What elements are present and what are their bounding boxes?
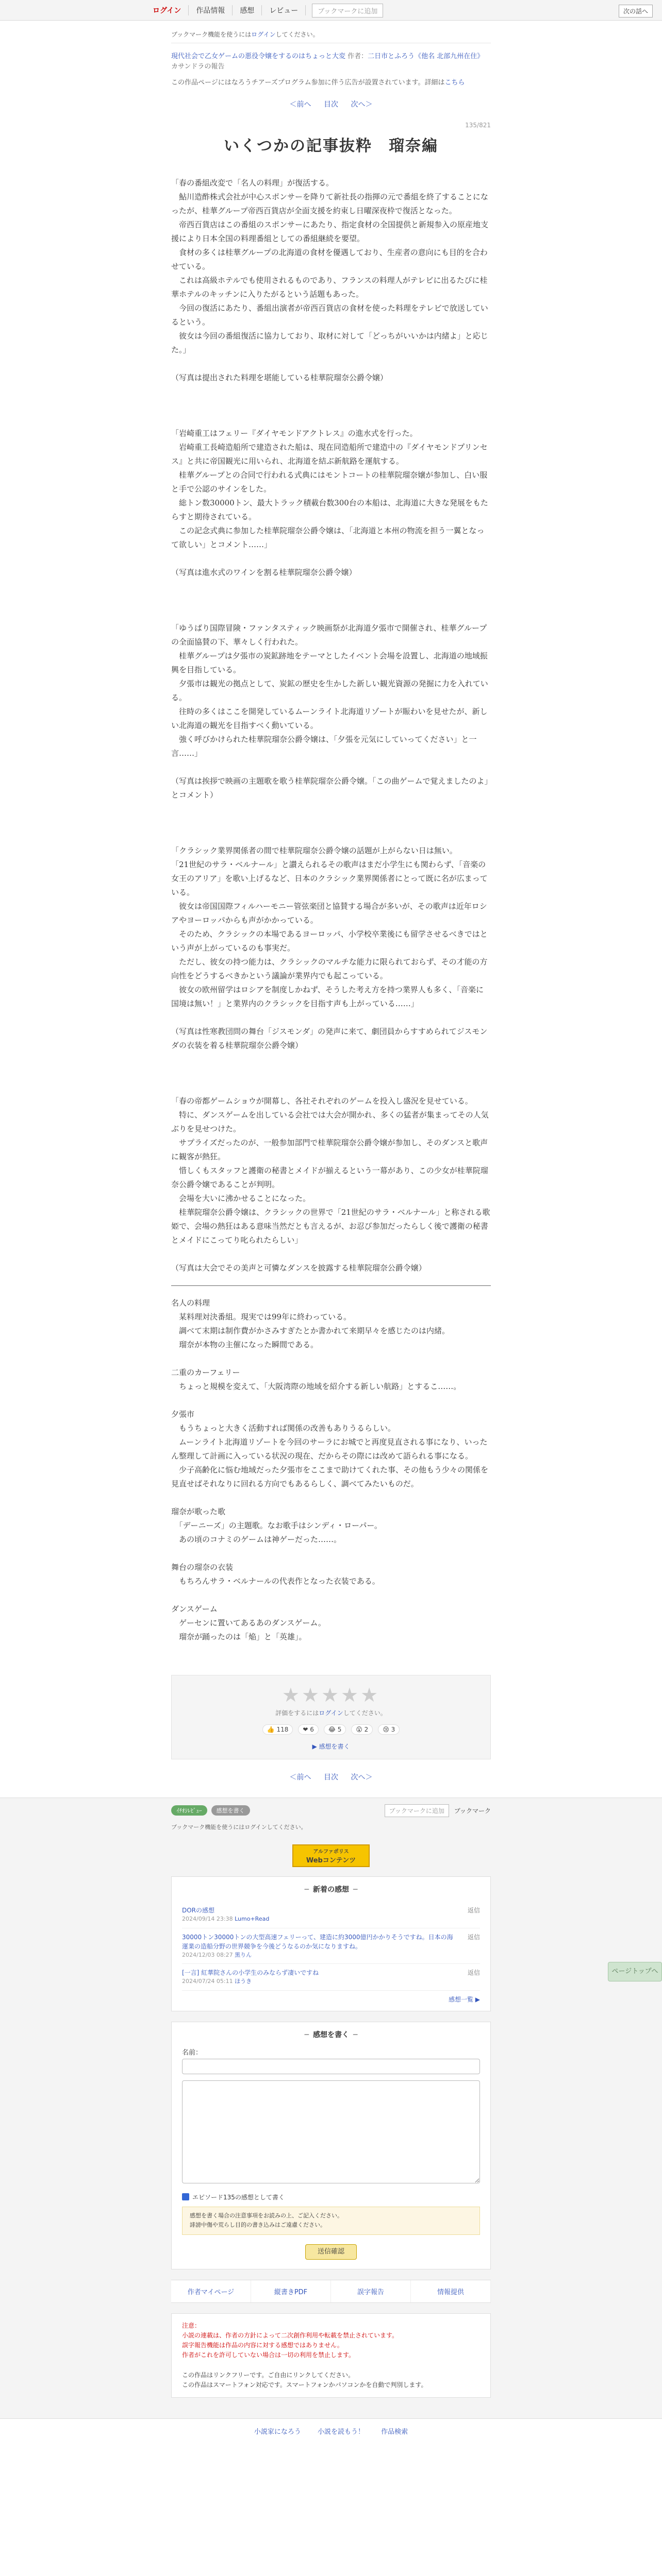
impressions-more-link[interactable]: 感想一覧 ▶ [448,1995,480,2003]
write-impression-link[interactable]: ▶ 感想を書く [312,1743,350,1750]
author-label: 作者： [347,53,368,60]
afterword [171,1296,491,1644]
episode-checkbox-row[interactable]: エピソード135の感想として書く [182,2193,480,2201]
body-paragraph: 強く呼びかけられた桂華院瑠奈公爵令嬢は、「夕張を元気にしていってください」と一言……」 [171,735,477,758]
impression-item[interactable]: DORの感想 2024/09/14 23:38 Lumo+Read 返信 [182,1902,480,1928]
body-paragraph [171,760,491,774]
body-paragraph: 舞台の瑠奈の衣装 [171,1563,234,1572]
vertical-pdf-link[interactable]: 縦書きPDF [251,2280,331,2302]
notice-login-link[interactable]: ログイン [251,31,276,38]
link-bar [171,2280,491,2303]
body-paragraph [171,830,491,844]
pager-toc-bottom[interactable]: 目次 [324,1773,338,1782]
body-paragraph: 桂華グループは夕張市の炭鉱跡地をテーマとしたイベント会場を設置し、北海道の地域振興を目指している。 [171,651,488,674]
series-info [171,52,491,72]
body-paragraph [171,580,491,594]
evaluation-note: 評価をするにはログインしてください。 [275,1709,387,1717]
body-paragraph: 彼女は今回の番組復活に協力しており、取材に対して「どっちがいいかは内緒よ」と応じた。」 [171,331,488,354]
body-paragraph: 少子高齢化に悩む地域だった夕張市をここまで助けてくれた事、その他もう少々の関係を見直せばそれなりに回れる方向でもあるらしく、調べてみたいものだ。 [171,1465,489,1488]
body-paragraph: 「クラシック業界関係者の間で桂華院瑠奈公爵令嬢の話題が上がらない日は無い。 [171,846,457,855]
chapter-label: カサンドラの報告 [171,62,225,71]
body-paragraph: 「ゆうばり国際冒険・ファンタスティック映画祭が北海道夕張市で開催され、桂華グループの全面協賛の下、華々しく行われた。 [171,623,487,647]
body-paragraph: 瑠奈が歌った歌 [171,1507,226,1516]
write-impression-title: ─ 感想を書く ─ [182,2029,480,2040]
bottom-nav [0,2418,662,2443]
usage-caution: 注意： 小説の連載は、作者の方針によって二次創作利用や転載を禁止されています。 誤字報告機能は作品の内容に対する感想ではありません。 作者がこれを許可していない場合は一切の利用を禁止します。 この作品はリンクフリーです。ご自由にリンクしてください。 この作品はスマートフォン対応です。スマートフォンかパソコンかを自動で判別します。 [171,2313,491,2398]
pager-next-bottom[interactable]: 次へ＞ [351,1773,373,1782]
reply-link[interactable]: 返信 [467,1969,480,1976]
pager-bottom [171,1772,491,1782]
name-label: 名前： [182,2048,203,2057]
reaction-like[interactable]: 👍 118 [262,1724,293,1735]
body-paragraph: 「春の帝都ゲームショウが開幕し、各社それぞれのゲームを投入し盛況を見せている。 [171,1096,473,1106]
body-paragraph [171,385,491,399]
cheers-notice: この作品ページにはなろうチアーズプログラム参加に伴う広告が設置されています。詳細はこちら [171,79,465,87]
episode-checkbox[interactable] [182,2193,189,2200]
body-paragraph [171,1080,491,1094]
author-link[interactable]: 二日市とふろう《他名 北部九州在住》 [368,53,484,60]
search-link[interactable]: 作品検索 [381,2428,408,2436]
body-paragraph: ただし、彼女の持つ能力は、クラシックのマルチな能力に限られておらず、その才能の方向性をどうするべきかという議論が業界内でも起こっている。 [171,957,488,980]
body-paragraph: 会場を大いに沸かせることになった。 [171,1194,311,1203]
pager-next[interactable]: 次へ＞ [351,100,373,109]
body-paragraph: そのため、クラシックの本場であるヨーロッパ、小学校卒業後にも留学させるべきではという声が上がっているのも事実だ。 [171,929,488,953]
body-paragraph: 総トン数30000トン、最大トラック積載台数300台の本船は、北海道に大きな発展をもたらすと期待されている。 [171,498,488,521]
body-paragraph: 「21世紀のサラ・ベルナール」と讃えられるその歌声はまだ小学生にも関わらず、「音楽の女王のアリア」を歌い上げるなど、日本のクラシック業界関係者にとって既に名が広まっている。 [171,860,488,897]
recommend-review-tag[interactable]: ｲﾁｵｼﾚﾋﾞｭｰ [171,1805,207,1816]
body-paragraph: （写真は性寒教団問の舞台「ジスモンダ」の発声に来て、劇団員からすすめられてジスモンダの衣装を着る桂華院瑠奈公爵令嬢） [171,1027,488,1050]
footer-notice: ブックマーク機能を使うにはログインしてください。 [171,1824,307,1831]
body-paragraph [171,607,491,621]
recent-impressions-panel [171,1876,491,2011]
body-paragraph [171,1352,491,1366]
body-paragraph [171,1053,491,1066]
top-bar [0,0,662,21]
body-paragraph: これは高級ホテルでも使用されるものであり、フランスの料理人がテレビに出るたびに桂華ホテルのキッチンに入りたがるという話題もあった。 [171,276,488,299]
nav-reviews[interactable]: レビュー [262,5,306,15]
episode-title: いくつかの記事抜粋 瑠奈編 [224,137,438,155]
page-top-button[interactable]: ページトップへ [608,1962,662,1981]
footer-band [0,1798,662,2418]
episode-number: 135/821 [465,122,491,129]
body-paragraph: 桂華院瑠奈公爵令嬢は、クラシックの世界で「21世紀のサラ・ベルナール」と称される歌姫で、会場の熱狂はある意味当然だとも言えるが、お忍び参加だったらしく後で護衛の秘書とメイドにこってり叱られたらしい」 [171,1208,490,1245]
body-paragraph: もちろんサラ・ベルナールの代表作となった衣装である。 [171,1577,380,1586]
body-paragraph: 夕張市は観光の拠点として、炭鉱の歴史を生かした新しい観光資源の発掘に力を入れている。 [171,679,488,702]
author-mypage-link[interactable]: 作者マイページ [171,2280,251,2302]
body-paragraph: 瑠奈が踊ったのは「焔」と「英雄」。 [171,1632,307,1641]
body-paragraph: 二重のカーフェリー [171,1368,240,1377]
body-paragraph: 彼女の欧州留学はロシアを制度しかねず、そうした考え方を持つ業界人も多く、「音楽に国境は無い！」と業界内のクラシックを目指す声も上がっている……」 [171,985,484,1008]
body-paragraph: （写真は提出された料理を堪能している桂華院瑠奈公爵令嬢） [171,373,388,382]
body-paragraph [171,1394,491,1408]
body-paragraph: 往時の多くはここを開発しているムーンライト北海道リゾートが賑わいを見せたが、新しい北海道の観光を目指すべく動いている。 [171,707,488,730]
body-paragraph [171,1588,491,1602]
body-paragraph: 「春の番組改変で「名人の料理」が復活する。 [171,178,334,188]
top-nav [145,0,383,21]
next-episode-button[interactable]: 次の話へ [619,5,653,18]
series-title-link[interactable]: 現代社会で乙女ゲームの悪役令嬢をするのはちょっと大変 [171,53,346,60]
reaction-sad[interactable]: 😢 3 [378,1724,400,1735]
login-link[interactable]: ログイン [145,5,189,15]
body-paragraph [171,357,491,371]
body-paragraph [171,552,491,566]
body-paragraph: もうちょっと大きく活動すれば関係の改善もありうるらしい。 [171,1423,396,1433]
body-paragraph [171,1247,491,1261]
eval-login-link[interactable]: ログイン [319,1709,343,1717]
bookmark-row [171,1798,491,1823]
site-home-link[interactable]: 小説家になろう [254,2428,301,2436]
name-input[interactable] [182,2059,480,2074]
body-paragraph: あの頃のコナミのゲームは神ゲーだった……。 [171,1535,342,1544]
body-paragraph: 岩崎重工長崎造船所で建造された船は、現在同造船所で建造中の『ダイヤモンドプリンセス』と共に帝国観光に用いられ、北海道を結ぶ新航路を運航する。 [171,443,488,466]
reaction-wow[interactable]: 😮 2 [351,1724,373,1735]
body-paragraph: 食材の多くは桂華グループの北海道の食材を優遇しており、生産者の意向にも目的を合わせている。 [171,248,488,271]
nav-impressions[interactable]: 感想 [233,5,262,15]
body-paragraph: 瑠奈が本物の主催になった瞬間である。 [171,1340,319,1349]
typo-report-link[interactable]: 誤字報告 [331,2280,411,2302]
body-paragraph: この記念式典に参加した桂華院瑠奈公爵令嬢は、「北海道と本州の物流を担う一翼となって欲しい」とコメント……」 [171,526,485,549]
reaction-list [172,1724,490,1735]
bookmark-controls [385,1804,491,1817]
body-paragraph [171,413,491,427]
body-paragraph [171,802,491,816]
pager-prev-bottom[interactable]: ＜前へ [289,1773,311,1782]
body-paragraph: （写真は大会でその美声と可憐なダンスを披露する桂華院瑠奈公爵令嬢） [171,1263,426,1273]
body-paragraph: 夕張市 [171,1410,195,1419]
afterword-divider [171,1285,491,1286]
rating-stars[interactable]: ★★★★★ [282,1684,380,1706]
reaction-heart[interactable]: ❤ 6 [298,1724,319,1735]
bookmark-link[interactable]: ブックマーク [454,1807,491,1815]
write-impression-tag[interactable]: 感想を書く [211,1805,250,1816]
pager-top [171,99,491,109]
body-paragraph: 鮎川造酢株式会社が中心スポンサーを降りて新社長の指揮の元で番組を終了することになったが、桂華グループ帝西百貨店が全面支援を約束し日曜深夜枠で復活となった。 [171,192,489,215]
bookmark-notice: ブックマーク機能を使うにはログインしてください。 [171,21,491,43]
recent-impressions-title: ─ 新着の感想 ─ [182,1884,480,1894]
submit-confirm-button[interactable]: 送信確認 [305,2244,357,2260]
yomou-link[interactable]: 小説を読もう！ [317,2428,365,2436]
write-impression-panel [171,2022,491,2269]
pager-toc[interactable]: 目次 [324,100,338,109]
body-paragraph: ムーンライト北海道リゾートを今回のサーラにお城でと再度見直される事になり、いったん整理して計画に入っている状況の現在、だからその際には改めて語られる事になる。 [171,1437,488,1461]
bookmark-add-select[interactable]: ブックマークに追加 [312,4,383,18]
novel-body [171,176,491,1275]
bookmark-add-box[interactable]: ブックマークに追加 [385,1804,449,1817]
cheers-link[interactable]: こちら [444,79,465,87]
body-paragraph: 桂華グループとの合同で行われる式典にはモントコートの桂華院瑠奈嬢が参加し、白い服と手で公認のサインをした。 [171,470,488,494]
body-paragraph: サプライズだったのが、一般参加部門で桂華院瑠奈公爵令嬢が参加し、そのダンスと歌声に観客が熱狂。 [171,1138,488,1161]
body-paragraph [171,816,491,830]
reply-link[interactable]: 返信 [467,1933,480,1941]
body-paragraph [171,1491,491,1505]
body-paragraph: 某料理対決番組。現実では99年に終わっている。 [171,1312,351,1321]
impression-item[interactable]: 30000トン30000トンの大型高速フェリーって、建造に約3000億円かかりそうですね。日本の海運業の造船分野の世界競争を今後どうなるのか気になりますね。 2024/12/03 08:27 黒りん 返信 [182,1928,480,1964]
write-caution: 感想を書く場合の注意事項をお読みの上、ご記入ください。 誹謗中傷や荒らし目的の書き込みはご遠慮ください。 [182,2207,480,2235]
body-paragraph: （写真は挨拶で映画の主題歌を歌う桂華院瑠奈公爵令嬢。「この曲ゲームで覚えましたのよ」とコメント） [171,776,489,800]
body-paragraph [171,399,491,413]
body-paragraph: 今回の復活にあたり、番組出演者が帝西百貨店の食材を使った料理をテレビで放送しているという。 [171,303,488,327]
body-paragraph: 名人の料理 [171,1298,210,1308]
nav-work-info[interactable]: 作品情報 [189,5,233,15]
body-paragraph: ちょっと規模を変えて、「大阪湾際の地域を紹介する新しい航路」とするこ……。 [171,1382,461,1391]
body-paragraph: （写真は進水式のワインを割る桂華院瑠奈公爵令嬢） [171,568,357,577]
body-paragraph: ダンスゲーム [171,1604,218,1614]
body-paragraph [171,594,491,607]
info-report-link[interactable]: 情報提供 [411,2280,491,2302]
reply-link[interactable]: 返信 [467,1907,480,1914]
body-paragraph [171,1011,491,1025]
body-paragraph: 帝西百貨店はこの番組のスポンサーにあたり、指定食材の全国提供と新規参入の原産地支援により日本全国の料理番組としての番組継続を要望。 [171,220,489,243]
pager-prev[interactable]: ＜前へ [289,100,311,109]
body-paragraph: ゲーセンに置いてあるあのダンスゲーム。 [171,1618,326,1628]
body-paragraph: 調べて末期は制作費がかさみすぎたとか書かれて来期早々を感じたのは内緒。 [171,1326,450,1335]
body-paragraph: 「岩崎重工はフェリー『ダイヤモンドアクトレス』の進水式を行った。 [171,429,418,438]
body-paragraph: 「デーニーズ」の主題歌。なお歌手はシンディ・ローパー。 [171,1521,382,1530]
body-paragraph: 彼女は帝国国際フィルハーモニー管弦楽団と協賛する場合が多いが、その歌声は近年ロシアやヨーロッパからも声がかかっている。 [171,902,487,925]
alphapolis-badge[interactable]: アルファポリス Webコンテンツ [292,1844,370,1867]
body-paragraph: 特に、ダンスゲームを出している会社では大会が開かれ、多くの猛者が集まってその人気ぶりを見せつけた。 [171,1110,489,1133]
body-paragraph [171,1066,491,1080]
body-paragraph: 惜しくもスタッフと護衛の秘書とメイドが揃えるという一幕があり、この少女が桂華院瑠奈公爵令嬢であることが判明。 [171,1166,488,1189]
impression-item[interactable]: [一言] 紅華院さんの小学生のみならず凄いですね 2024/07/24 05:11 ほうき 返信 [182,1964,480,1991]
reaction-laugh[interactable]: 😂 5 [324,1724,346,1735]
main-content [171,21,491,1782]
body-paragraph [171,1547,491,1561]
evaluation-box [171,1675,491,1759]
impression-textarea[interactable] [182,2080,480,2183]
